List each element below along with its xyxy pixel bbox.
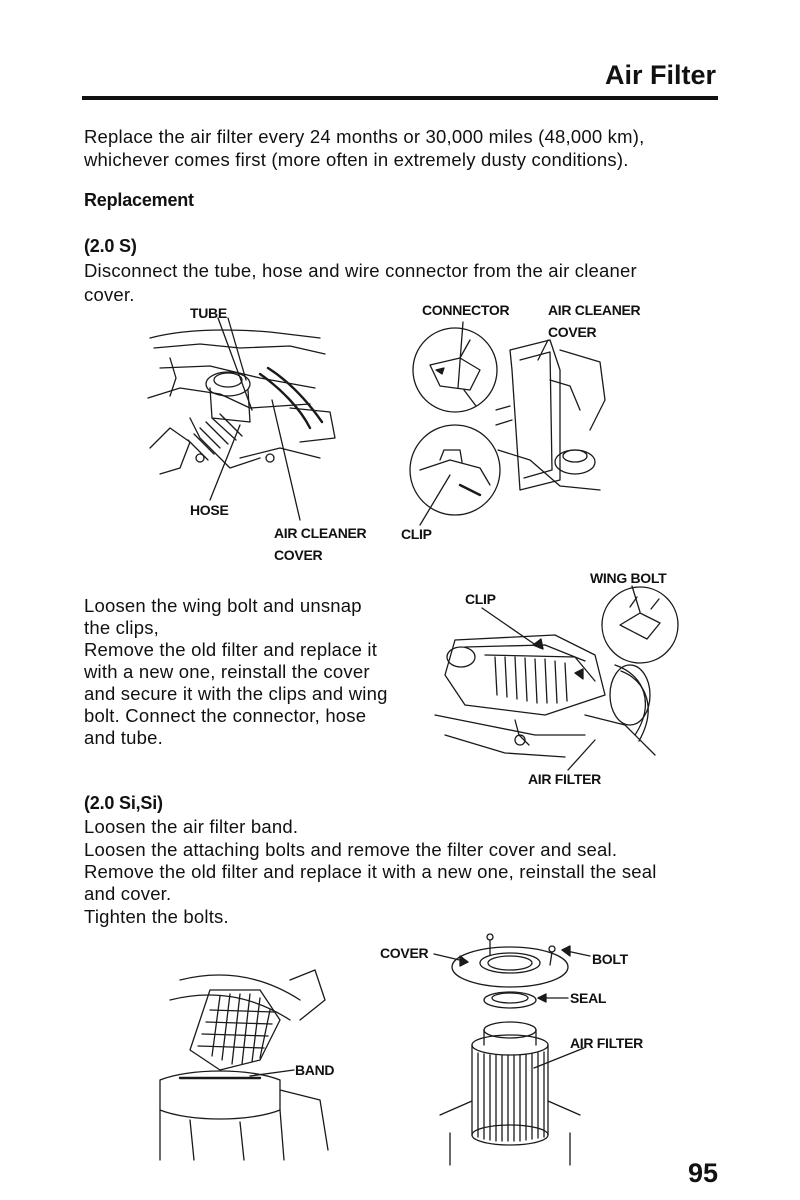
label-air-cleaner-2: AIR CLEANER bbox=[548, 302, 641, 318]
section-20si-line-4: and cover. bbox=[84, 883, 172, 904]
section-20s-line-2: cover. bbox=[84, 284, 135, 305]
replacement-heading: Replacement bbox=[84, 190, 194, 210]
section-20si-line-2: Loosen the attaching bolts and remove the filter cover and seal. bbox=[84, 839, 618, 860]
section-20si-heading: (2.0 Si,Si) bbox=[84, 793, 163, 813]
page-title: Air Filter bbox=[604, 60, 716, 90]
instruction-line-3: Remove the old filter and replace it bbox=[84, 639, 378, 660]
section-20si-line-1: Loosen the air filter band. bbox=[84, 816, 299, 837]
section-20si-line-5: Tighten the bolts. bbox=[84, 906, 229, 927]
section-20si-line-3: Remove the old filter and replace it with a new one, reinstall the seal bbox=[84, 861, 657, 882]
intro-line-1: Replace the air filter every 24 months or 30,000 miles (48,000 km), bbox=[84, 126, 645, 147]
label-seal: SEAL bbox=[570, 990, 607, 1006]
label-bolt: BOLT bbox=[592, 951, 628, 967]
instruction-line-5: and secure it with the clips and wing bbox=[84, 683, 388, 704]
label-wing-bolt: WING BOLT bbox=[590, 570, 667, 586]
instruction-line-2: the clips, bbox=[84, 617, 160, 638]
label-air-filter-2: AIR FILTER bbox=[570, 1035, 643, 1051]
label-tube: TUBE bbox=[190, 305, 227, 321]
section-20s-heading: (2.0 S) bbox=[84, 236, 137, 256]
label-connector: CONNECTOR bbox=[422, 302, 510, 318]
label-hose: HOSE bbox=[190, 502, 229, 518]
label-clip-2: CLIP bbox=[465, 591, 496, 607]
instruction-line-6: bolt. Connect the connector, hose bbox=[84, 705, 367, 726]
intro-line-2: whichever comes first (more often in extremely dusty conditions). bbox=[84, 149, 629, 170]
label-air-cleaner-1: AIR CLEANER bbox=[274, 525, 367, 541]
section-20s-line-1: Disconnect the tube, hose and wire connector from the air cleaner bbox=[84, 260, 637, 281]
page-number: 95 bbox=[687, 1158, 718, 1188]
instruction-line-1: Loosen the wing bolt and unsnap bbox=[84, 595, 362, 616]
instruction-line-4: with a new one, reinstall the cover bbox=[84, 661, 370, 682]
label-clip-1: CLIP bbox=[401, 526, 432, 542]
label-air-filter-1: AIR FILTER bbox=[528, 771, 601, 787]
instruction-line-7: and tube. bbox=[84, 727, 163, 748]
label-band: BAND bbox=[295, 1062, 335, 1078]
label-cover-2: COVER bbox=[548, 324, 597, 340]
label-cover-3: COVER bbox=[380, 945, 429, 961]
label-cover-1: COVER bbox=[274, 547, 323, 563]
